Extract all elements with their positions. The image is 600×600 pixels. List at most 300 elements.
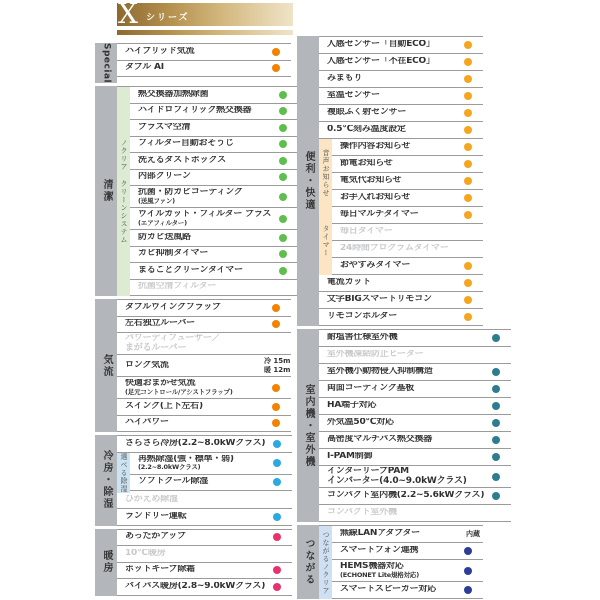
feature-label-line: インバーター(4.0~9.0kWクラス) [327, 475, 467, 486]
feature-label-line: プラズマ空清 [138, 122, 191, 132]
feature-rows [130, 453, 292, 493]
feature-label [327, 367, 484, 377]
feature-row [319, 381, 511, 398]
feature-mark [264, 419, 288, 427]
feature-label [125, 334, 264, 354]
feature-label [125, 303, 264, 313]
feature-group [319, 275, 483, 326]
status-dot [464, 194, 472, 202]
feature-label-line: I-PAM制御 [327, 452, 373, 462]
feature-row [130, 208, 298, 230]
feature-value-line: 内蔵 [466, 529, 480, 538]
section-body-connect [319, 525, 483, 599]
feature-label [327, 312, 456, 322]
feature-label-line: 文字BIGスマートリモコン [327, 295, 432, 305]
feature-row [130, 230, 298, 247]
feature-label [138, 139, 271, 149]
feature-mark [456, 313, 480, 321]
feature-value-line: 暖 12m [264, 365, 291, 374]
feature-label [340, 193, 456, 203]
feature-label [327, 91, 456, 101]
feature-rows [332, 139, 483, 207]
status-dot [279, 140, 287, 148]
feature-rows [117, 300, 291, 432]
feature-row [130, 186, 298, 208]
feature-mark [456, 109, 480, 117]
feature-label-line: ウイルカット・フィルター プラス [138, 210, 272, 220]
feature-row [319, 71, 483, 88]
feature-label [125, 532, 265, 542]
status-dot [279, 215, 287, 223]
feature-mark [456, 177, 480, 185]
feature-label-line: ハイパワー [125, 418, 169, 428]
status-dot [464, 126, 472, 134]
feature-row [332, 543, 483, 560]
feature-label-line: バイパス暖房(2.8~9.0kWクラス) [125, 581, 266, 591]
feature-row [332, 173, 483, 190]
feature-row [319, 488, 511, 505]
feature-row [319, 105, 483, 122]
status-dot [464, 296, 472, 304]
feature-label [327, 40, 456, 50]
section-heat [95, 529, 291, 596]
status-dot [464, 211, 472, 219]
subcategory-label: 選べる除湿 [117, 453, 130, 493]
feature-mark [271, 124, 295, 132]
feature-mark [484, 334, 508, 342]
status-dot [492, 368, 500, 376]
status-dot [273, 566, 281, 574]
feature-mark [456, 58, 480, 66]
feature-label-line: インターリーブPAM [327, 466, 409, 476]
feature-row [332, 582, 483, 599]
status-dot [492, 436, 500, 444]
feature-mark [484, 419, 508, 427]
feature-mark [271, 215, 295, 223]
feature-label-line: 室外機小動物侵入抑制構造 [327, 367, 433, 377]
section-body-airflow [117, 299, 291, 432]
feature-label-line: 10℃暖房 [125, 548, 166, 558]
status-dot [279, 173, 287, 181]
feature-group [117, 493, 292, 526]
feature-group [319, 330, 511, 522]
feature-rows [332, 207, 483, 275]
feature-label-line: 電気代お知らせ [340, 176, 402, 186]
feature-row [319, 466, 511, 488]
feature-mark [484, 473, 508, 481]
status-dot [464, 109, 472, 117]
feature-row [117, 563, 292, 580]
feature-mark [265, 513, 289, 521]
feature-label-line: 抗菌・防カビコーティング [138, 188, 243, 198]
feature-row [319, 364, 511, 381]
feature-label-line: まるごとクリーンタイマー [138, 265, 243, 275]
feature-label-line: さらさら冷房(2.2~8.0kWクラス) [125, 438, 266, 448]
feature-mark [271, 193, 295, 201]
feature-row [117, 579, 292, 596]
section-connect [297, 525, 483, 599]
category-label-heat: 暖房 [95, 529, 117, 596]
feature-label-line: 洗えるダストボックス [138, 155, 226, 165]
feature-group [117, 530, 292, 596]
feature-row [117, 61, 291, 78]
feature-row [117, 436, 292, 453]
feature-label-line: HEMS機器対応 [340, 561, 404, 571]
feature-mark [456, 126, 480, 134]
feature-label [138, 188, 271, 205]
feature-rows [117, 530, 292, 596]
status-dot [272, 304, 280, 312]
feature-label-line: 毎日タイマー [340, 227, 393, 237]
feature-value [456, 530, 480, 538]
feature-label-line: 快適おまかせ気流 [125, 379, 196, 389]
feature-mark [456, 160, 480, 168]
feature-label-line: スイング(上下左右) [125, 401, 203, 411]
feature-label-line: スマートフォン連携 [340, 546, 419, 556]
feature-group [117, 44, 291, 77]
feature-row [319, 505, 511, 522]
feature-row [130, 263, 298, 280]
feature-rows [117, 493, 292, 526]
feature-label [340, 562, 456, 579]
feature-mark [271, 91, 295, 99]
status-dot [273, 513, 281, 521]
feature-row [117, 355, 291, 377]
section-special [95, 43, 291, 83]
feature-row [117, 333, 291, 355]
feature-mark [456, 143, 480, 151]
status-dot [272, 320, 280, 328]
status-dot [492, 334, 500, 342]
feature-label [138, 249, 271, 259]
feature-rows [117, 436, 292, 453]
feature-row [332, 526, 483, 543]
feature-row [130, 120, 298, 137]
feature-mark [264, 357, 291, 374]
feature-label-line: (送風ファン) [138, 196, 175, 205]
feature-label [125, 319, 264, 329]
feature-row [319, 275, 483, 292]
feature-mark [264, 48, 288, 56]
feature-label [327, 125, 456, 135]
series-label: シリーズ [146, 13, 190, 23]
feature-row [117, 416, 291, 433]
feature-label-line: カビ抑制タイマー [138, 249, 209, 259]
status-dot [279, 157, 287, 165]
feature-label-line: ダブル AI [125, 63, 164, 73]
feature-label [327, 350, 484, 360]
feature-row [117, 530, 292, 547]
feature-label-line: コンパクト室外機 [327, 508, 397, 518]
feature-rows [117, 44, 291, 77]
feature-row [319, 122, 483, 139]
subcategory-label: つながるノクリア [319, 526, 332, 599]
feature-label [138, 210, 271, 227]
feature-label-line: (2.2~8.0kWクラス) [138, 463, 201, 472]
series-header-underline [117, 30, 293, 35]
feature-label-line: (ECHONET Lite規格対応) [340, 570, 419, 579]
feature-label-line: 節電お知らせ [340, 159, 393, 169]
feature-mark [484, 436, 508, 444]
feature-mark [264, 320, 288, 328]
status-dot [273, 583, 281, 591]
feature-mark [265, 583, 289, 591]
feature-row [319, 54, 483, 71]
section-comfort [297, 36, 483, 326]
feature-row [319, 309, 483, 326]
section-airflow [95, 299, 291, 432]
feature-label-line: 24時間プログラムタイマー [340, 244, 449, 254]
feature-row [319, 449, 511, 466]
feature-value [264, 357, 291, 374]
feature-label [327, 452, 484, 462]
category-label-special: Special [95, 43, 117, 83]
feature-label [138, 172, 271, 182]
feature-label-line: お手入れお知らせ [340, 193, 411, 203]
feature-label [340, 159, 456, 169]
feature-label-line: 電流カット [327, 278, 371, 288]
feature-row [319, 347, 511, 364]
status-dot [464, 567, 472, 575]
feature-row [319, 398, 511, 415]
feature-mark [265, 478, 289, 486]
feature-label-line: コンパクト室内機(2.2~5.6kWクラス) [327, 491, 485, 501]
status-dot [464, 547, 472, 555]
subcategory-label: ノクリア クリーンシステム [117, 87, 130, 296]
feature-mark [456, 41, 480, 49]
status-dot [273, 440, 281, 448]
feature-label-line: スマートスピーカー対応 [340, 585, 436, 595]
status-dot [272, 64, 280, 72]
feature-label-line: 外気温50℃対応 [327, 418, 394, 428]
subcategory-label: タイマー [319, 207, 332, 275]
feature-label [125, 418, 264, 428]
feature-row [130, 137, 298, 154]
feature-row [117, 399, 291, 416]
status-dot [273, 478, 281, 486]
feature-label-line: ソフトクール除湿 [138, 477, 209, 487]
feature-group [117, 453, 292, 493]
feature-row [332, 241, 483, 258]
feature-label [327, 435, 484, 445]
feature-row [130, 453, 292, 475]
status-dot [279, 250, 287, 258]
section-units [297, 329, 483, 522]
category-label-cool-dry: 冷房・除湿 [95, 435, 117, 526]
feature-rows [319, 37, 483, 139]
status-dot [279, 124, 287, 132]
status-dot [492, 492, 500, 500]
status-dot [492, 385, 500, 393]
feature-mark [456, 279, 480, 287]
feature-label-line: 抗菌空清フィルター [138, 282, 217, 292]
feature-label-line: 0.5℃刻み温度設定 [327, 125, 406, 135]
feature-label [327, 467, 484, 487]
feature-mark [271, 173, 295, 181]
feature-label [340, 261, 456, 271]
section-cool-dry [95, 435, 291, 526]
category-label-clean: 清潔 [95, 86, 117, 296]
feature-row [130, 104, 298, 121]
feature-mark [265, 459, 289, 467]
feature-row [319, 37, 483, 54]
status-dot [464, 58, 472, 66]
status-dot [464, 160, 472, 168]
feature-mark [456, 75, 480, 83]
status-dot [464, 92, 472, 100]
feature-label-line: (エアフィルター) [138, 218, 187, 227]
feature-label-line: 再熱除湿(強・標準・弱) [138, 454, 234, 464]
section-body-units [319, 329, 511, 522]
feature-label [340, 176, 456, 186]
feature-label-line: ホットキープ除霜 [125, 565, 195, 575]
status-dot [272, 419, 280, 427]
feature-label [125, 47, 264, 57]
feature-label-line: ロング気流 [125, 360, 169, 370]
status-dot [279, 91, 287, 99]
feature-label [125, 512, 265, 522]
feature-label-line: ダブルウイングフラップ [125, 302, 221, 312]
feature-label [327, 295, 456, 305]
feature-rows [319, 330, 511, 522]
feature-row [319, 432, 511, 449]
category-label-comfort: 便利・快適 [297, 36, 319, 326]
status-dot [464, 313, 472, 321]
feature-label-line: あったかアップ [125, 532, 186, 542]
feature-mark [456, 547, 480, 555]
feature-label-line: HA端子対応 [327, 401, 377, 411]
feature-group [117, 300, 291, 432]
category-label-airflow: 気流 [95, 299, 117, 432]
feature-label [340, 227, 456, 237]
feature-label-line: 内部クリーン [138, 172, 191, 182]
feature-label-line: 高密度マルチパス熱交換器 [327, 435, 433, 445]
feature-row [130, 475, 292, 492]
status-dot [464, 279, 472, 287]
feature-label-line: ハイブリッド気流 [125, 46, 195, 56]
feature-label-line: 防カビ送風路 [138, 232, 191, 242]
feature-row [130, 247, 298, 264]
feature-label-line: 毎日マルチタイマー [340, 210, 419, 220]
section-body-clean [117, 86, 298, 296]
feature-group [117, 436, 292, 453]
feature-label [138, 123, 271, 133]
feature-label [125, 63, 264, 73]
feature-label [138, 477, 265, 487]
category-label-units: 室内機・室外機 [297, 329, 319, 522]
feature-row [332, 190, 483, 207]
feature-label [340, 529, 456, 539]
feature-label-line: 室外機凍結防止ヒーター [327, 350, 424, 360]
feature-row [332, 139, 483, 156]
series-header-band [117, 3, 293, 26]
feature-label [125, 582, 265, 592]
status-dot [279, 267, 287, 275]
feature-label-line: (足元コントロール/アシストフラップ) [125, 387, 233, 396]
feature-label [125, 565, 265, 575]
status-dot [464, 586, 472, 594]
feature-row [117, 317, 291, 334]
feature-label [327, 333, 484, 343]
feature-label [125, 439, 265, 449]
section-body-heat [117, 529, 292, 596]
feature-label-line: 操作内容お知らせ [340, 142, 411, 152]
feature-label [327, 108, 456, 118]
feature-row [319, 292, 483, 309]
feature-mark [484, 385, 508, 393]
feature-mark [456, 211, 480, 219]
feature-mark [456, 194, 480, 202]
feature-label [138, 282, 271, 292]
feature-mark [264, 403, 288, 411]
subcategory-label: 音声お知らせ [319, 139, 332, 207]
feature-row [117, 509, 292, 526]
feature-label [327, 508, 484, 518]
feature-row [319, 415, 511, 432]
feature-row [130, 280, 298, 297]
feature-label-line: 両面コーティング基板 [327, 384, 415, 394]
feature-mark [484, 368, 508, 376]
feature-label [340, 546, 456, 556]
feature-label-line: リモコンホルダー [327, 312, 398, 322]
status-dot [492, 473, 500, 481]
feature-label-line: 人感センサー「不在ECO」 [327, 57, 435, 67]
status-dot [492, 402, 500, 410]
section-body-cool-dry [117, 435, 292, 526]
feature-label [327, 57, 456, 67]
feature-mark [271, 234, 295, 242]
feature-label-line: パワーディフューザー／ [125, 333, 221, 343]
feature-label [125, 379, 264, 396]
feature-label-line: 人感センサー「自動ECO」 [327, 40, 435, 50]
feature-table-left [95, 43, 291, 596]
feature-label [138, 90, 271, 100]
feature-label [138, 106, 271, 116]
feature-row [130, 170, 298, 187]
feature-row [332, 560, 483, 582]
status-dot [272, 403, 280, 411]
feature-label [138, 233, 271, 243]
feature-rows [130, 87, 298, 296]
feature-label-line: おやすみタイマー [340, 261, 411, 271]
status-dot [272, 384, 280, 392]
feature-label-line: ひかえめ除湿 [125, 495, 178, 505]
feature-row [130, 87, 298, 104]
feature-label [340, 142, 456, 152]
feature-label-line: 複眼ふく射センサー [327, 108, 407, 118]
feature-label-line: 耐塩害仕様室外機 [327, 333, 398, 343]
feature-label [327, 384, 484, 394]
category-label-connect: つながる [297, 525, 319, 599]
feature-row [117, 44, 291, 61]
feature-label-line: ランドリー運転 [125, 511, 187, 521]
feature-row [130, 153, 298, 170]
feature-table-right [297, 36, 483, 599]
feature-label [138, 156, 271, 166]
feature-group [319, 37, 483, 139]
status-dot [279, 234, 287, 242]
feature-row [332, 258, 483, 275]
feature-label-line: まがるルーバー [125, 342, 187, 353]
feature-label [125, 549, 265, 559]
feature-label [340, 210, 456, 220]
feature-group [117, 87, 298, 296]
feature-mark [265, 533, 289, 541]
feature-mark [456, 530, 480, 538]
feature-label [138, 266, 271, 276]
feature-label [125, 495, 265, 505]
feature-group [319, 526, 483, 599]
